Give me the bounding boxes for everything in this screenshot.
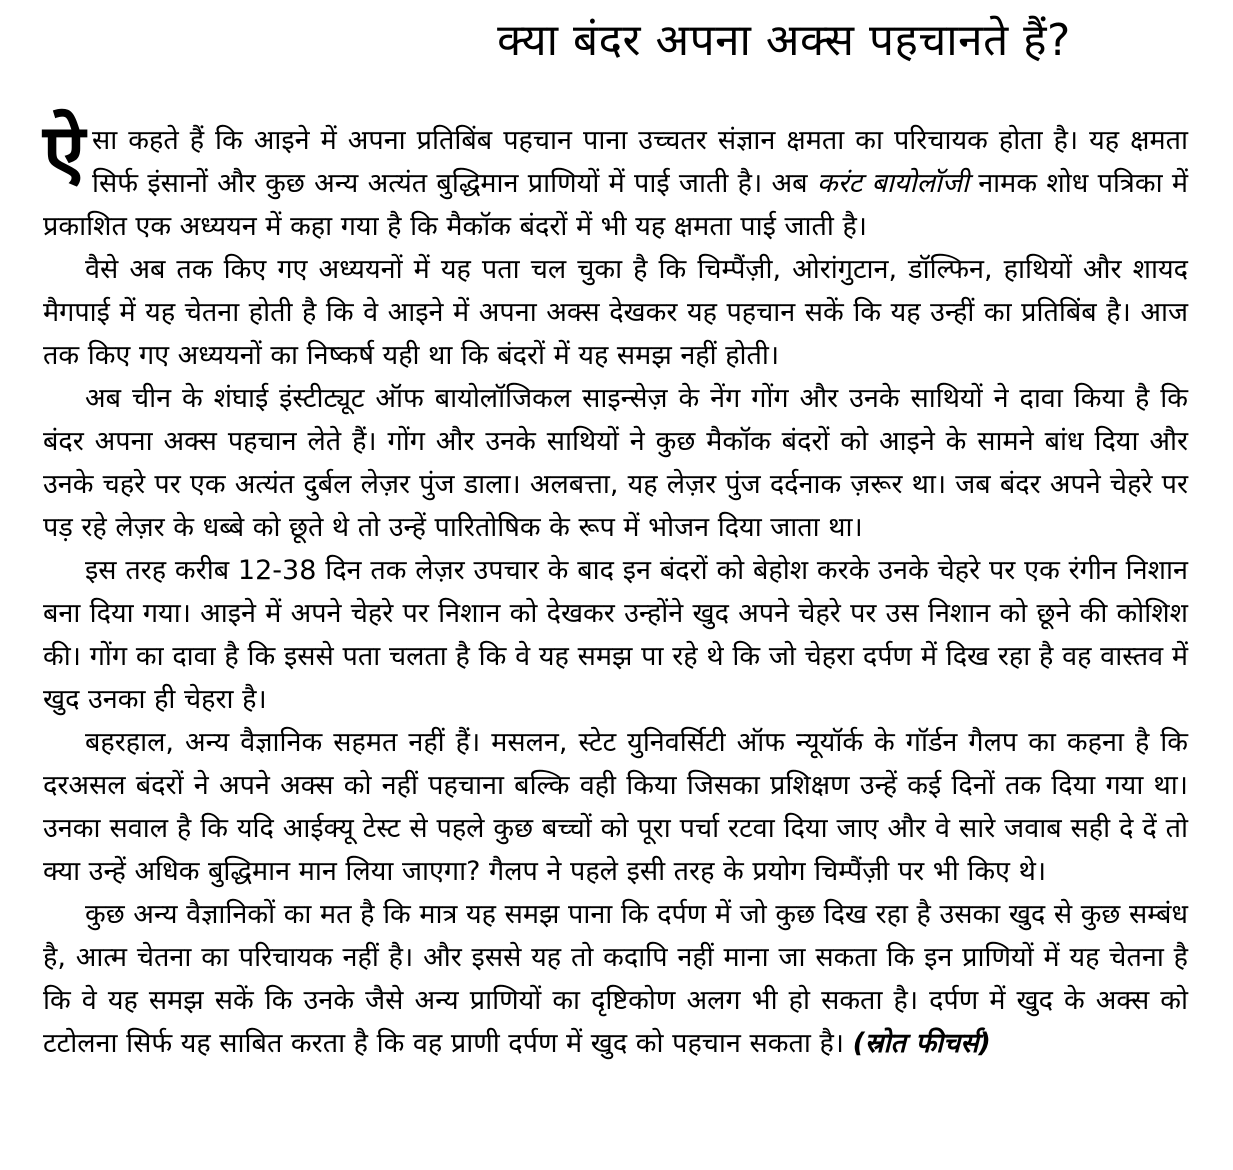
article-paragraph [43, 107, 1188, 248]
article-paragraph [43, 549, 1188, 721]
article-paragraph [43, 721, 1188, 893]
source-credit: (स्रोत फीचर्स) [852, 1028, 991, 1060]
text-segment: अब चीन के शंघाई इंस्टीट्यूट ऑफ बायोलॉजिकल साइन्सेज़ के नेंग गोंग और उनके साथियों ने दावा किया है कि बंदर अपना अक्स पहचान लेते हैं। गोंग और उनके साथियों ने कुछ मैकॉक बंदरों को आइने के सामने बांध दिया और उनके चहरे पर एक अत्यंत दुर्बल लेज़र पुंज डाला। अलबत्ता, यह लेज़र पुंज दर्दनाक ज़रूर था। जब बंदर अपने चेहरे पर पड़ रहे लेज़र के धब्बे को छूते थे तो उन्हें पारितोषिक के रूप में भोजन दिया जाता था। [43, 383, 1188, 544]
text-segment: वैसे अब तक किए गए अध्ययनों में यह पता चल चुका है कि चिम्पैंज़ी, ओरांगुटान, डॉल्फिन, हाथियों और शायद मैगपाई में यह चेतना होती है कि वे आइने में अपना अक्स देखकर यह पहचान सकें कि यह उन्हीं का प्रतिबिंब है। आज तक किए गए अध्ययनों का निष्कर्ष यही था कि बंदरों में यह समझ नहीं होती। [43, 254, 1188, 372]
article-paragraph [43, 377, 1188, 549]
text-segment: बहरहाल, अन्य वैज्ञानिक सहमत नहीं हैं। मसलन, स्टेट युनिवर्सिटी ऑफ न्यूयॉर्क के गॉर्डन गैलप का कहना है कि दरअसल बंदरों ने अपने अक्स को नहीं पहचाना बल्कि वही किया जिसका प्रशिक्षण उन्हें कई दिनों तक दिया गया था। उनका सवाल है कि यदि आईक्यू टेस्ट से पहले कुछ बच्चों को पूरा पर्चा रटवा दिया जाए और वे सारे जवाब सही दे दें तो क्या उन्हें अधिक बुद्धिमान मान लिया जाएगा? गैलप ने पहले इसी तरह के प्रयोग चिम्पैंज़ी पर भी किए थे। [43, 727, 1188, 888]
text-segment: कुछ अन्य वैज्ञानिकों का मत है कि मात्र यह समझ पाना कि दर्पण में जो कुछ दिख रहा है उसका खुद से कुछ सम्बंध है, आत्म चेतना का परिचायक नहीं है। और इससे यह तो कदापि नहीं माना जा सकता कि इन प्राणियों में यह चेतना है कि वे यह समझ सकें कि उनके जैसे अन्य प्राणियों का दृष्टिकोण अलग भी हो सकता है। दर्पण में खुद के अक्स को टटोलना सिर्फ यह साबित करता है कि वह प्राणी दर्पण में खुद को पहचान सकता है। [43, 899, 1188, 1060]
article-paragraph [43, 248, 1188, 377]
text-segment: नामक शोध पत्रिका में प्रकाशित एक अध्ययन में कहा गया है कि मैकॉक बंदरों में भी यह क्षमता पाई जाती है। [43, 168, 1188, 243]
article-title: क्या बंदर अपना अक्स पहचानते हैं? [497, 15, 1071, 66]
drop-cap: ऐ [43, 107, 86, 197]
text-segment: इस तरह करीब 12-38 दिन तक लेज़र उपचार के बाद इन बंदरों को बेहोश करके उनके चेहरे पर एक रंगीन निशान बना दिया गया। आइने में अपने चेहरे पर निशान को देखकर उन्होंने खुद अपने चेहरे पर उस निशान को छूने की कोशिश की। गोंग का दावा है कि इससे पता चलता है कि वे यह समझ पा रहे थे कि जो चेहरा दर्पण में दिख रहा है वह वास्तव में खुद उनका ही चेहरा है। [43, 555, 1188, 716]
article-paragraph [43, 893, 1188, 1065]
document-page [0, 12, 1233, 1170]
journal-name: करंट बायोलॉजी [816, 168, 969, 200]
article-body [43, 107, 1188, 1065]
text-segment: सा कहते हैं कि आइने में अपना प्रतिबिंब पहचान पाना उच्चतर संज्ञान क्षमता का परिचायक होता है। यह क्षमता सिर्फ इंसानों और कुछ अन्य अत्यंत बुद्धिमान प्राणियों में पाई जाती है। अब [92, 125, 1188, 200]
